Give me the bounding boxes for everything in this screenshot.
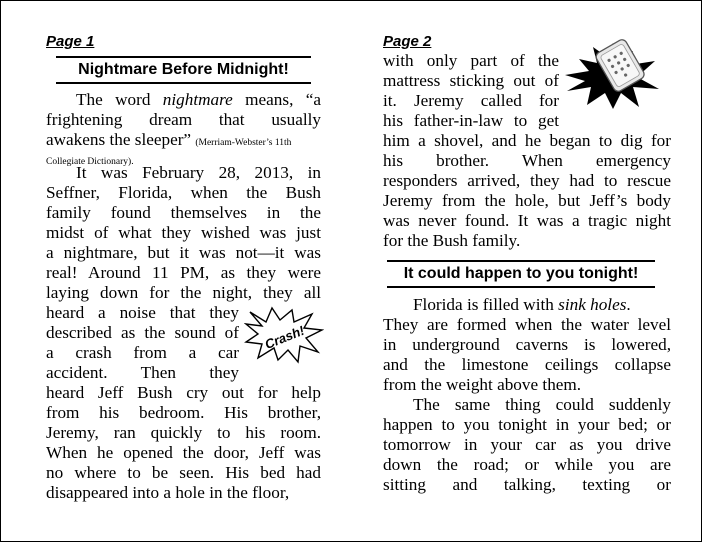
text-line: Jeremy from the hole, but Jeff’s body bbox=[383, 191, 671, 210]
text-line: from his bedroom. His brother, bbox=[46, 403, 321, 422]
text-line: mattress sticking out of bbox=[383, 71, 559, 90]
text-line: laying down for the night, they all bbox=[46, 283, 321, 302]
text-line: a nightmare, but it was not—it was bbox=[46, 243, 321, 262]
text-line: Florida is filled with sink holes. bbox=[413, 295, 631, 314]
phone-burst-icon bbox=[563, 31, 663, 111]
page-1-title: Nightmare Before Midnight! bbox=[56, 56, 311, 84]
text-line: from the weight above them. bbox=[383, 375, 582, 394]
text-line: tomorrow in your car as you drive bbox=[383, 435, 671, 454]
crash-burst-icon bbox=[244, 306, 324, 364]
crash-text: Crash! bbox=[262, 322, 307, 353]
text-line: described as the sound of bbox=[46, 323, 239, 342]
text-line: midst of what they wished was just bbox=[46, 223, 321, 242]
text-line: When he opened the door, Jeff was bbox=[46, 443, 321, 462]
page-2-title: It could happen to you tonight! bbox=[387, 260, 655, 288]
text-line: Jeremy, ran quickly to his room. bbox=[46, 423, 321, 442]
text-line: It was February 28, 2013, in bbox=[76, 163, 321, 182]
text-line: disappeared into a hole in the floor, bbox=[46, 483, 290, 502]
text-line: Collegiate Dictionary). bbox=[46, 157, 134, 167]
text-line: accident. Then they bbox=[46, 363, 239, 382]
text-line: his brother. When emergency bbox=[383, 151, 671, 170]
text-line: sitting and talking, texting or bbox=[383, 475, 671, 494]
text-line: down the road; or while you are bbox=[383, 455, 671, 474]
text-line: real! Around 11 PM, as they were bbox=[46, 263, 321, 282]
text-line: Seffner, Florida, when the Bush bbox=[46, 183, 321, 202]
text-line: no where to be seen. His bed had bbox=[46, 463, 321, 482]
text-line: family found themselves in the bbox=[46, 203, 321, 222]
text-line: heard Jeff Bush cry out for help bbox=[46, 383, 321, 402]
text-line: heard a noise that they bbox=[46, 303, 239, 322]
text-line: in underground caverns is lowered, bbox=[383, 335, 671, 354]
page-1-label: Page 1 bbox=[46, 33, 95, 50]
text-line: with only part of the bbox=[383, 51, 559, 70]
text-line: it. Jeremy called for bbox=[383, 91, 559, 110]
text-line: awakens the sleeper” (Merriam-Webster’s 11th bbox=[46, 130, 292, 149]
text-line: his father-in-law to get bbox=[383, 111, 559, 130]
text-line: him a shovel, and he began to dig for bbox=[383, 131, 671, 150]
text-line: was never found. It was a tragic night bbox=[383, 211, 671, 230]
text-line: and the limestone ceilings collapse bbox=[383, 355, 671, 374]
text-line: frightening dream that usually bbox=[46, 110, 321, 129]
text-line: a crash from a car bbox=[46, 343, 239, 362]
page-2-label: Page 2 bbox=[383, 33, 432, 50]
text-line: for the Bush family. bbox=[383, 231, 521, 250]
text-line: happen to you tonight in your bed; or bbox=[383, 415, 671, 434]
text-line: The same thing could suddenly bbox=[413, 395, 671, 414]
text-line: They are formed when the water level bbox=[383, 315, 671, 334]
text-line: responders arrived, they had to rescue bbox=[383, 171, 671, 190]
text-line: The word nightmare means, “a bbox=[76, 90, 322, 109]
